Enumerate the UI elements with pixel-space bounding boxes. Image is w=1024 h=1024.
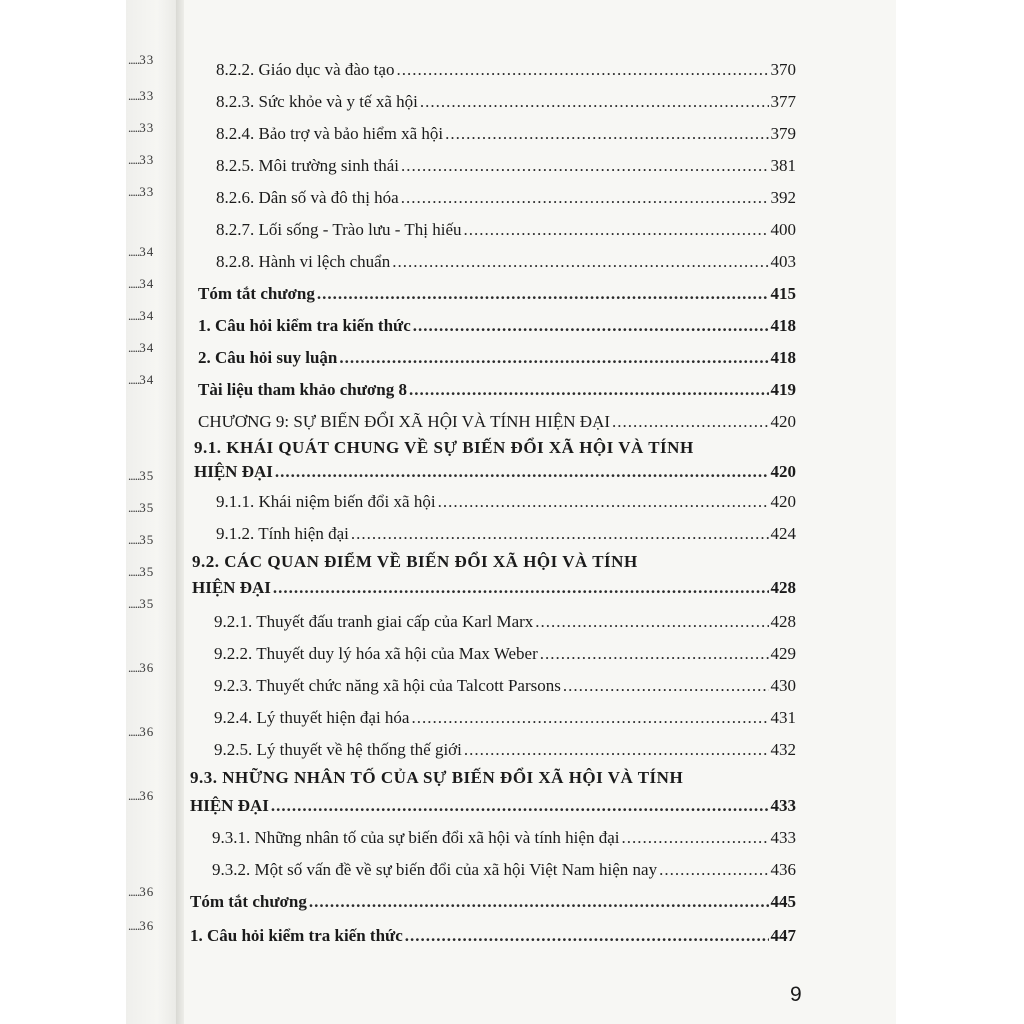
toc-entry[interactable] bbox=[216, 188, 796, 208]
left-page-fragment: .....35 bbox=[128, 596, 155, 611]
toc-entry-title: 8.2.3. Sức khỏe và y tế xã hội bbox=[216, 92, 418, 111]
toc-entry[interactable] bbox=[216, 60, 796, 80]
toc-entry-title: 8.2.7. Lối sống - Trào lưu - Thị hiếu bbox=[216, 220, 462, 239]
toc-entry[interactable] bbox=[198, 316, 796, 336]
section-heading[interactable]: 9.3. NHỮNG NHÂN TỐ CỦA SỰ BIẾN ĐỔI XÃ HỘI VÀ TÍNH bbox=[190, 768, 684, 787]
section-heading[interactable]: 9.1. KHÁI QUÁT CHUNG VỀ SỰ BIẾN ĐỔI XÃ HỘI VÀ TÍNH bbox=[194, 438, 694, 457]
dot-leader bbox=[275, 462, 769, 482]
page-number-value: 9 bbox=[790, 983, 802, 1006]
toc-entry[interactable] bbox=[214, 676, 796, 696]
toc-entry-title: 8.2.4. Bảo trợ và bảo hiểm xã hội bbox=[216, 124, 444, 143]
page-number bbox=[790, 983, 802, 1007]
toc-entry[interactable] bbox=[214, 740, 796, 760]
toc-entry-page: 431 bbox=[770, 708, 796, 727]
toc-entry-title: 2. Câu hỏi suy luận bbox=[198, 348, 338, 367]
toc-entry-title: 8.2.8. Hành vi lệch chuẩn bbox=[216, 252, 391, 271]
toc-entry-title: 1. Câu hỏi kiểm tra kiến thức bbox=[190, 926, 403, 945]
toc-entry-page: 445 bbox=[770, 892, 796, 911]
left-page-fragment: .....35 bbox=[128, 468, 155, 483]
toc-entry-title: 9.2.4. Lý thuyết hiện đại hóa bbox=[214, 708, 410, 727]
toc-entry-title: Tóm tắt chương bbox=[190, 892, 307, 911]
toc-entry-title: 9.2.5. Lý thuyết về hệ thống thế giới bbox=[214, 740, 462, 759]
dot-leader bbox=[621, 828, 768, 848]
toc-entry[interactable] bbox=[214, 612, 796, 632]
toc-entry[interactable] bbox=[214, 708, 796, 728]
toc-entry[interactable] bbox=[198, 284, 796, 304]
toc-entry-page: 392 bbox=[770, 188, 796, 207]
toc-entry-page: 400 bbox=[770, 220, 796, 239]
toc-entry-title: 8.2.6. Dân số và đô thị hóa bbox=[216, 188, 399, 207]
toc-entry-title: Tóm tắt chương bbox=[198, 284, 315, 303]
toc-entry-title: HIỆN ĐẠI bbox=[194, 462, 273, 481]
toc-entry-title: 8.2.2. Giáo dục và đào tạo bbox=[216, 60, 395, 79]
left-page-fragment: .....35 bbox=[128, 532, 155, 547]
toc-entry-title: 9.2.3. Thuyết chức năng xã hội của Talcott Parsons bbox=[214, 676, 561, 695]
toc-entry-page: 447 bbox=[770, 926, 796, 945]
dot-leader bbox=[273, 578, 769, 598]
toc-entry[interactable] bbox=[212, 860, 796, 880]
section-heading-continuation[interactable] bbox=[190, 796, 796, 816]
toc-entry[interactable] bbox=[216, 252, 796, 272]
toc-entry[interactable] bbox=[216, 156, 796, 176]
dot-leader bbox=[309, 892, 769, 912]
toc-entry-page: 424 bbox=[770, 524, 796, 543]
dot-leader bbox=[351, 524, 769, 544]
toc-entry-title: HIỆN ĐẠI bbox=[192, 578, 271, 597]
left-page-fragment: .....36 bbox=[128, 884, 155, 899]
dot-leader bbox=[438, 492, 769, 512]
dot-leader bbox=[612, 412, 768, 432]
left-facing-page bbox=[126, 0, 178, 1024]
dot-leader bbox=[411, 708, 768, 728]
left-page-fragment: .....33 bbox=[128, 120, 155, 135]
dot-leader bbox=[317, 284, 769, 304]
toc-entry-title: 9.2.2. Thuyết duy lý hóa xã hội của Max Weber bbox=[214, 644, 538, 663]
left-page-fragment: .....36 bbox=[128, 788, 155, 803]
left-page-fragment: .....35 bbox=[128, 564, 155, 579]
toc-entry[interactable] bbox=[214, 644, 796, 664]
chapter-entry[interactable] bbox=[198, 412, 796, 432]
toc-entry-title: HIỆN ĐẠI bbox=[190, 796, 269, 815]
left-page-fragment: .....33 bbox=[128, 88, 155, 103]
left-page-fragment: .....36 bbox=[128, 660, 155, 675]
toc-entry[interactable] bbox=[216, 124, 796, 144]
toc-entry[interactable] bbox=[198, 380, 796, 400]
toc-entry[interactable] bbox=[190, 926, 796, 946]
left-page-fragment: .....35 bbox=[128, 500, 155, 515]
dot-leader bbox=[409, 380, 768, 400]
toc-entry-page: 418 bbox=[770, 348, 796, 367]
toc-entry-title: 1. Câu hỏi kiểm tra kiến thức bbox=[198, 316, 411, 335]
toc-entry-page: 418 bbox=[770, 316, 796, 335]
left-page-fragment: .....33 bbox=[128, 152, 155, 167]
left-page-fragment: .....34 bbox=[128, 340, 155, 355]
toc-entry-title: 9.3.1. Những nhân tố của sự biến đổi xã hội và tính hiện đại bbox=[212, 828, 620, 847]
toc-entry-page: 433 bbox=[770, 796, 796, 815]
toc-entry-page: 429 bbox=[770, 644, 796, 663]
toc-entry-page: 403 bbox=[770, 252, 796, 271]
left-page-fragment: .....33 bbox=[128, 52, 155, 67]
toc-entry-page: 420 bbox=[770, 462, 796, 481]
left-page-fragment: .....34 bbox=[128, 244, 155, 259]
dot-leader bbox=[535, 612, 768, 632]
toc-entry-title: CHƯƠNG 9: SỰ BIẾN ĐỔI XÃ HỘI VÀ TÍNH HIỆN ĐẠI bbox=[198, 412, 611, 431]
toc-entry-page: 381 bbox=[770, 156, 796, 175]
toc-entry-page: 419 bbox=[770, 380, 796, 399]
section-heading-continuation[interactable] bbox=[194, 462, 796, 482]
dot-leader bbox=[420, 92, 769, 112]
toc-entry-title: Tài liệu tham khảo chương 8 bbox=[198, 380, 408, 399]
dot-leader bbox=[563, 676, 769, 696]
left-page-fragment: .....33 bbox=[128, 184, 155, 199]
toc-entry-title: 9.1.2. Tính hiện đại bbox=[216, 524, 349, 543]
table-of-contents-page bbox=[184, 0, 896, 1024]
toc-entry-page: 430 bbox=[770, 676, 796, 695]
section-heading-continuation[interactable] bbox=[192, 578, 796, 598]
dot-leader bbox=[659, 860, 768, 880]
toc-entry-page: 420 bbox=[770, 412, 796, 431]
toc-entry-page: 377 bbox=[770, 92, 796, 111]
toc-entry[interactable] bbox=[212, 828, 796, 848]
dot-leader bbox=[540, 644, 769, 664]
dot-leader bbox=[464, 740, 769, 760]
toc-entry-page: 379 bbox=[770, 124, 796, 143]
toc-entry-page: 436 bbox=[770, 860, 796, 879]
toc-entry-title: 8.2.5. Môi trường sinh thái bbox=[216, 156, 400, 175]
left-page-fragment: .....36 bbox=[128, 918, 155, 933]
toc-entry-page: 428 bbox=[770, 578, 796, 597]
dot-leader bbox=[401, 156, 768, 176]
toc-entry[interactable] bbox=[216, 524, 796, 544]
dot-leader bbox=[405, 926, 769, 946]
dot-leader bbox=[413, 316, 769, 336]
toc-entry-page: 370 bbox=[770, 60, 796, 79]
dot-leader bbox=[392, 252, 768, 272]
toc-entry-title: 9.2.1. Thuyết đấu tranh giai cấp của Karl Marx bbox=[214, 612, 534, 631]
toc-entry-title: 9.3.2. Một số vấn đề về sự biến đổi của xã hội Việt Nam hiện nay bbox=[212, 860, 658, 879]
left-page-fragment: .....36 bbox=[128, 724, 155, 739]
dot-leader bbox=[339, 348, 768, 368]
toc-entry[interactable] bbox=[216, 492, 796, 512]
dot-leader bbox=[401, 188, 769, 208]
toc-entry-page: 420 bbox=[770, 492, 796, 511]
left-page-fragment: .....34 bbox=[128, 372, 155, 387]
toc-entry-page: 433 bbox=[770, 828, 796, 847]
toc-entry-page: 415 bbox=[770, 284, 796, 303]
dot-leader bbox=[445, 124, 768, 144]
toc-entry[interactable] bbox=[216, 220, 796, 240]
dot-leader bbox=[396, 60, 768, 80]
toc-entry[interactable] bbox=[216, 92, 796, 112]
section-heading[interactable]: 9.2. CÁC QUAN ĐIỂM VỀ BIẾN ĐỔI XÃ HỘI VÀ TÍNH bbox=[192, 552, 638, 571]
background-margin bbox=[896, 0, 1024, 1024]
toc-entry-page: 432 bbox=[770, 740, 796, 759]
dot-leader bbox=[271, 796, 769, 816]
table-of-contents bbox=[184, 0, 896, 1024]
toc-entry[interactable] bbox=[198, 348, 796, 368]
toc-entry-page: 428 bbox=[770, 612, 796, 631]
toc-entry-title: 9.1.1. Khái niệm biến đổi xã hội bbox=[216, 492, 436, 511]
toc-entry[interactable] bbox=[190, 892, 796, 912]
left-page-fragment: .....34 bbox=[128, 276, 155, 291]
left-page-fragment: .....34 bbox=[128, 308, 155, 323]
dot-leader bbox=[464, 220, 769, 240]
